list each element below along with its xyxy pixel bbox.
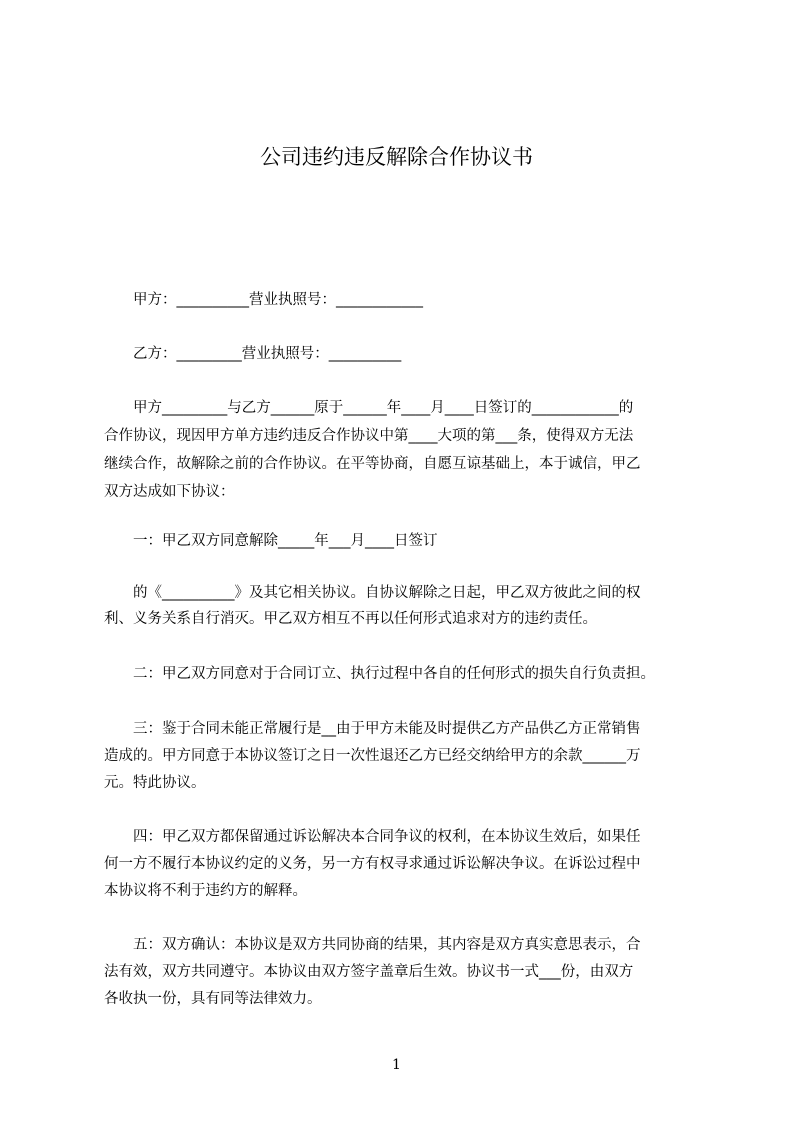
party-b-line: 乙方：_________营业执照号：__________	[104, 346, 402, 362]
document-title: 公司违约违反解除合作协议书	[260, 145, 533, 169]
clause-4-line-1: 四：甲乙双方都保留通过诉讼解决本合同争议的权利，在本协议生效后，如果任	[104, 829, 641, 845]
clause-4-line-3: 本协议将不利于违约方的解释。	[104, 883, 307, 899]
clause-1-line-2: 的《__________》及其它相关协议。自协议解除之日起，甲乙双方彼此之间的权	[104, 585, 641, 601]
clause-5-line-2: 法有效，双方共同遵守。本协议由双方签字盖章后生效。协议书一式___份，由双方	[104, 964, 634, 980]
clause-3-line-2: 造成的。甲方同意于本协议签订之日一次性退还乙方已经交纳给甲方的余款______万	[104, 748, 641, 764]
clause-3-line-1: 三：鉴于合同未能正常履行是__由于甲方未能及时提供乙方产品供乙方正常销售	[104, 721, 641, 737]
clause-1-line-1: 一：甲乙双方同意解除_____年___月____日签订	[104, 533, 438, 549]
page-number: 1	[392, 1057, 401, 1073]
intro-line-2: 合作协议，现因甲方单方违约违反合作协议中第____大项的第___条，使得双方无法	[104, 428, 634, 444]
clause-5-line-1: 五：双方确认：本协议是双方共同协商的结果，其内容是双方真实意思表示，合	[104, 937, 641, 953]
intro-line-1: 甲方_________与乙方______原于______年____月____日签订的____________的	[104, 400, 634, 416]
clause-4-line-2: 何一方不履行本协议约定的义务，另一方有权寻求通过诉讼解决争议。在诉讼过程中	[104, 856, 641, 872]
clause-5-line-3: 各收执一份，具有同等法律效力。	[104, 991, 322, 1007]
clause-2-line-1: 二：甲乙双方同意对于合同订立、执行过程中各自的任何形式的损失自行负责担。	[104, 666, 655, 682]
intro-line-4: 双方达成如下协议：	[104, 484, 235, 500]
clause-3-line-3: 元。特此协议。	[104, 775, 206, 791]
clause-1-line-3: 利、义务关系自行消灭。甲乙双方相互不再以任何形式追求对方的违约责任。	[104, 611, 597, 627]
party-a-line: 甲方：__________营业执照号：____________	[104, 292, 423, 308]
intro-line-3: 继续合作，故解除之前的合作协议。在平等协商，自愿互谅基础上，本于诚信，甲乙	[104, 456, 641, 472]
